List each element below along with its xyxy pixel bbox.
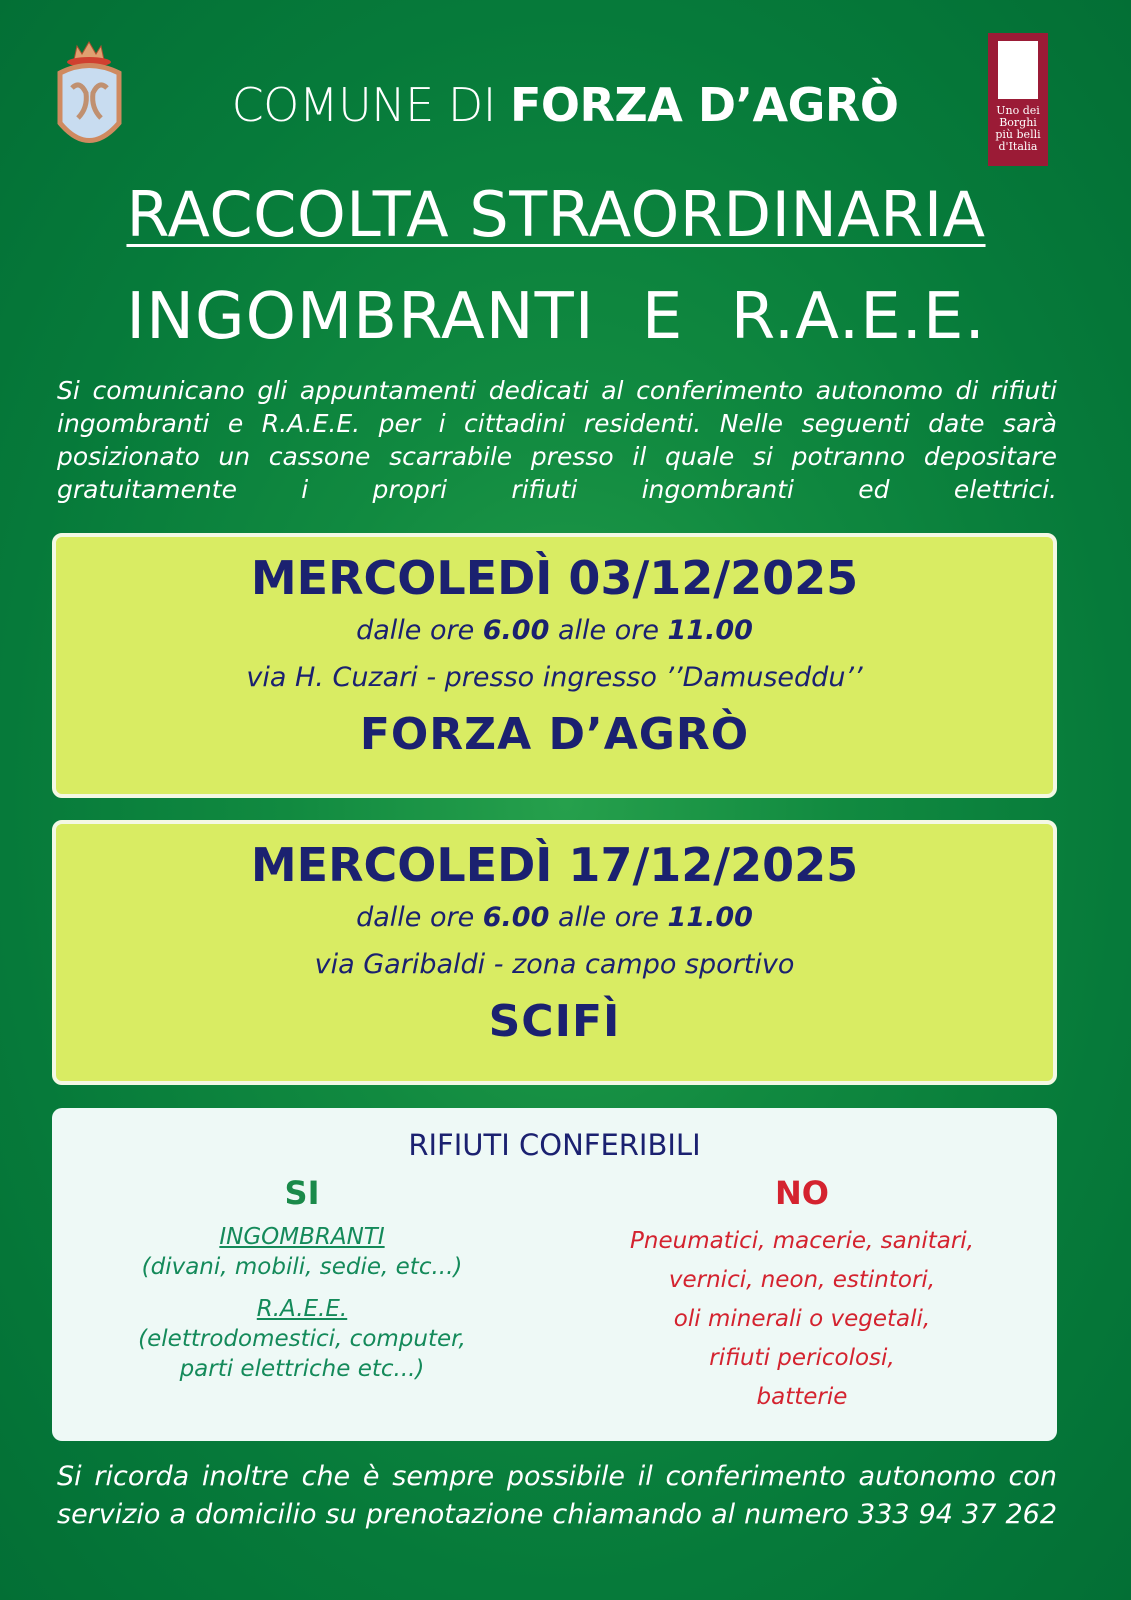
forbidden-item: rifiuti pericolosi, xyxy=(709,1345,895,1371)
municipality-title xyxy=(150,78,980,132)
si-label: SI xyxy=(284,1174,320,1212)
event-place: FORZA D’AGRÒ xyxy=(359,709,750,760)
forbidden-item: Pneumatici, macerie, sanitari, xyxy=(630,1228,974,1254)
borghi-logo: Uno dei Borghi più belli d'Italia xyxy=(988,33,1048,166)
waste-heading: RIFIUTI CONFERIBILI xyxy=(408,1128,701,1162)
event-time: dalle ore 6.00 alle ore 11.00 xyxy=(356,902,753,933)
allowed-item-detail: parti elettriche etc...) xyxy=(179,1356,425,1382)
event-date: MERCOLEDÌ 17/12/2025 xyxy=(250,838,859,892)
forbidden-item: vernici, neon, estintori, xyxy=(668,1267,936,1293)
event-card xyxy=(52,533,1057,798)
tower-icon xyxy=(998,41,1038,99)
footer-note: Si ricorda inoltre che è sempre possibile il conferimento autonomo con servizio a domicilio su prenotazione chiamando al numero 333 94 37 262 xyxy=(57,1461,1057,1530)
intro-text: Si comunicano gli appuntamenti dedicati al conferimento autonomo di rifiuti ingombranti e R.A.E.E. per i cittadini residenti. Nelle seguenti date sarà posizionato un cassone scarrabile presso il quale si potranno depositare gratuitamente i propri rifiuti ingombranti ed elettrici. xyxy=(57,376,1057,504)
allowed-item-detail: (divani, mobili, sedie, etc...) xyxy=(141,1254,463,1280)
forbidden-column xyxy=(602,1174,1002,1417)
main-title: RACCOLTA STRAORDINARIA xyxy=(126,178,986,251)
allowed-item-title: R.A.E.E. xyxy=(256,1296,348,1322)
allowed-item-detail: (elettrodomestici, computer, xyxy=(138,1326,466,1352)
allowed-column xyxy=(112,1174,492,1384)
event-date: MERCOLEDÌ 03/12/2025 xyxy=(250,551,859,605)
no-label: NO xyxy=(775,1174,829,1212)
event-place: SCIFÌ xyxy=(488,996,621,1047)
event-card xyxy=(52,820,1057,1085)
title-light: COMUNE DI xyxy=(231,78,496,132)
event-address: via Garibaldi - zona campo sportivo xyxy=(314,949,795,980)
coat-of-arms-icon xyxy=(52,38,127,158)
subtitle: INGOMBRANTI E R.A.E.E. xyxy=(126,280,986,354)
title-bold: FORZA D’AGRÒ xyxy=(509,78,899,132)
forbidden-item: batterie xyxy=(756,1384,848,1410)
event-address: via H. Cuzari - presso ingresso ’’Damuseddu’’ xyxy=(246,662,863,693)
waste-panel xyxy=(52,1108,1057,1441)
event-time: dalle ore 6.00 alle ore 11.00 xyxy=(356,615,753,646)
allowed-item-title: INGOMBRANTI xyxy=(219,1224,385,1250)
forbidden-item: oli minerali o vegetali, xyxy=(673,1306,931,1332)
